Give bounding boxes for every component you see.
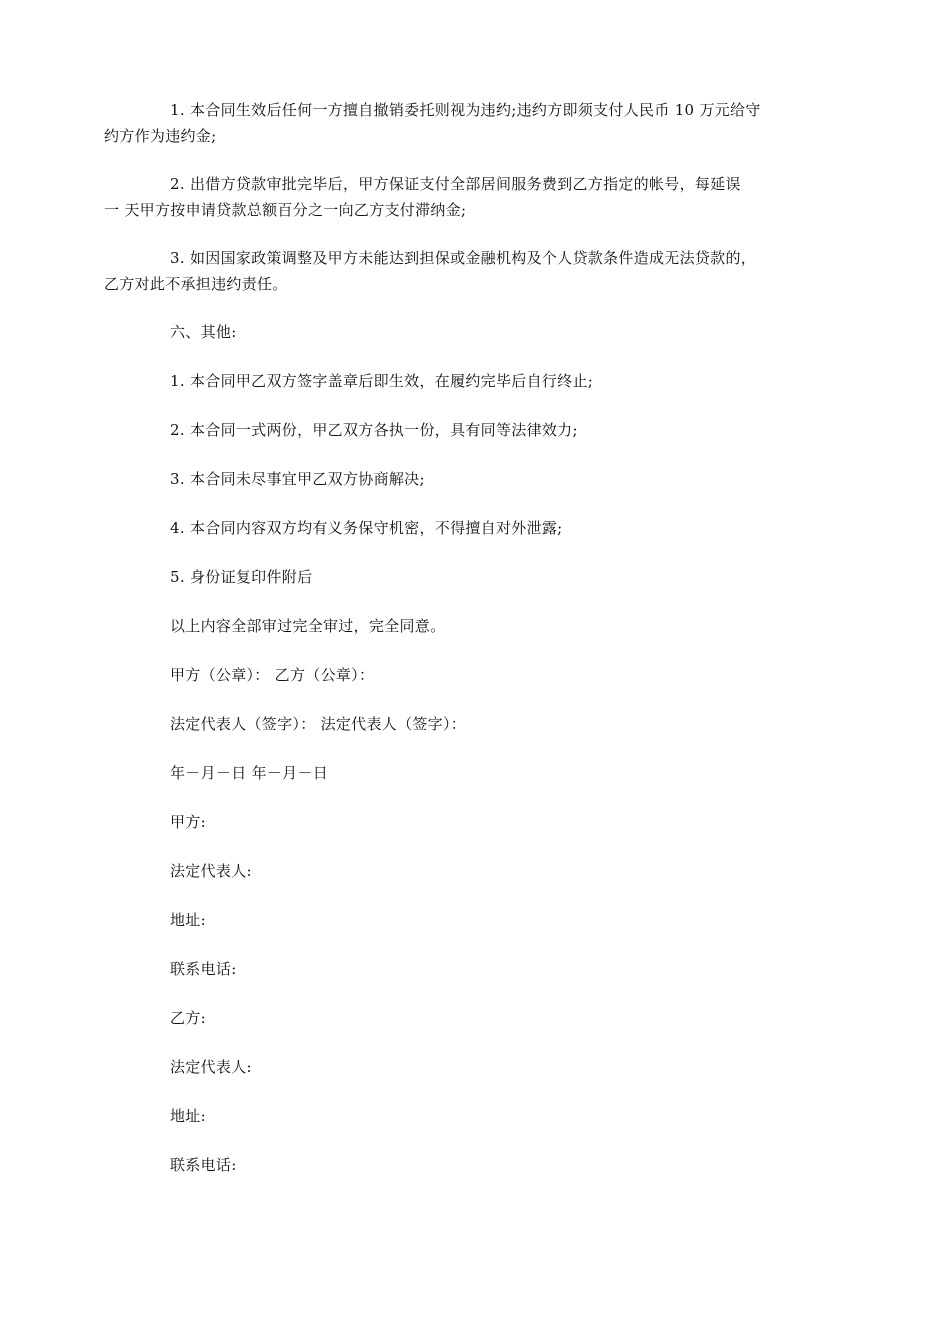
seal-line: 甲方（公章）： 乙方（公章）： — [170, 666, 375, 684]
party-b-representative-label: 法定代表人: — [170, 1058, 252, 1076]
breach-clause-2 — [104, 171, 827, 223]
agreement-statement: 以上内容全部审过完全审过，完全同意。 — [170, 617, 446, 635]
other-item-3: 3. 本合同未尽事宜甲乙双方协商解决; — [170, 470, 425, 488]
breach-clause-3-line-2: 乙方对此不承担违约责任。 — [104, 275, 288, 293]
breach-clause-3-line-1: 3. 如因国家政策调整及甲方未能达到担保或金融机构及个人贷款条件造成无法贷款的， — [170, 249, 757, 267]
other-item-2: 2. 本合同一式两份，甲乙双方各执一份，具有同等法律效力; — [170, 421, 578, 439]
party-a-name-label: 甲方: — [170, 813, 206, 831]
party-b-phone-label: 联系电话: — [170, 1156, 237, 1174]
other-item-4: 4. 本合同内容双方均有义务保守机密，不得擅自对外泄露; — [170, 519, 563, 537]
section-other-heading: 六、其他: — [170, 323, 237, 341]
party-b-name-label: 乙方: — [170, 1009, 206, 1027]
other-item-1: 1. 本合同甲乙双方签字盖章后即生效，在履约完毕后自行终止; — [170, 372, 594, 390]
breach-clause-1-line-1: 1. 本合同生效后任何一方擅自撤销委托则视为违约;违约方即须支付人民币 10 万元给守 — [170, 101, 761, 119]
document-body — [104, 97, 827, 1201]
representative-signature-line: 法定代表人（签字）： 法定代表人（签字）： — [170, 715, 467, 733]
party-b-address-label: 地址: — [170, 1107, 206, 1125]
breach-clause-3 — [104, 245, 827, 297]
date-line: 年－月－日 年－月－日 — [170, 764, 329, 782]
breach-clause-1 — [104, 97, 827, 149]
other-item-5: 5. 身份证复印件附后 — [170, 568, 313, 586]
breach-clause-2-line-1: 2. 出借方贷款审批完毕后，甲方保证支付全部居间服务费到乙方指定的帐号，每延误 — [170, 175, 741, 193]
party-a-representative-label: 法定代表人: — [170, 862, 252, 880]
breach-clause-1-line-2: 约方作为违约金; — [104, 127, 217, 145]
party-a-address-label: 地址: — [170, 911, 206, 929]
party-a-phone-label: 联系电话: — [170, 960, 237, 978]
breach-clause-2-line-2: 一 天甲方按申请贷款总额百分之一向乙方支付滞纳金; — [104, 201, 467, 219]
